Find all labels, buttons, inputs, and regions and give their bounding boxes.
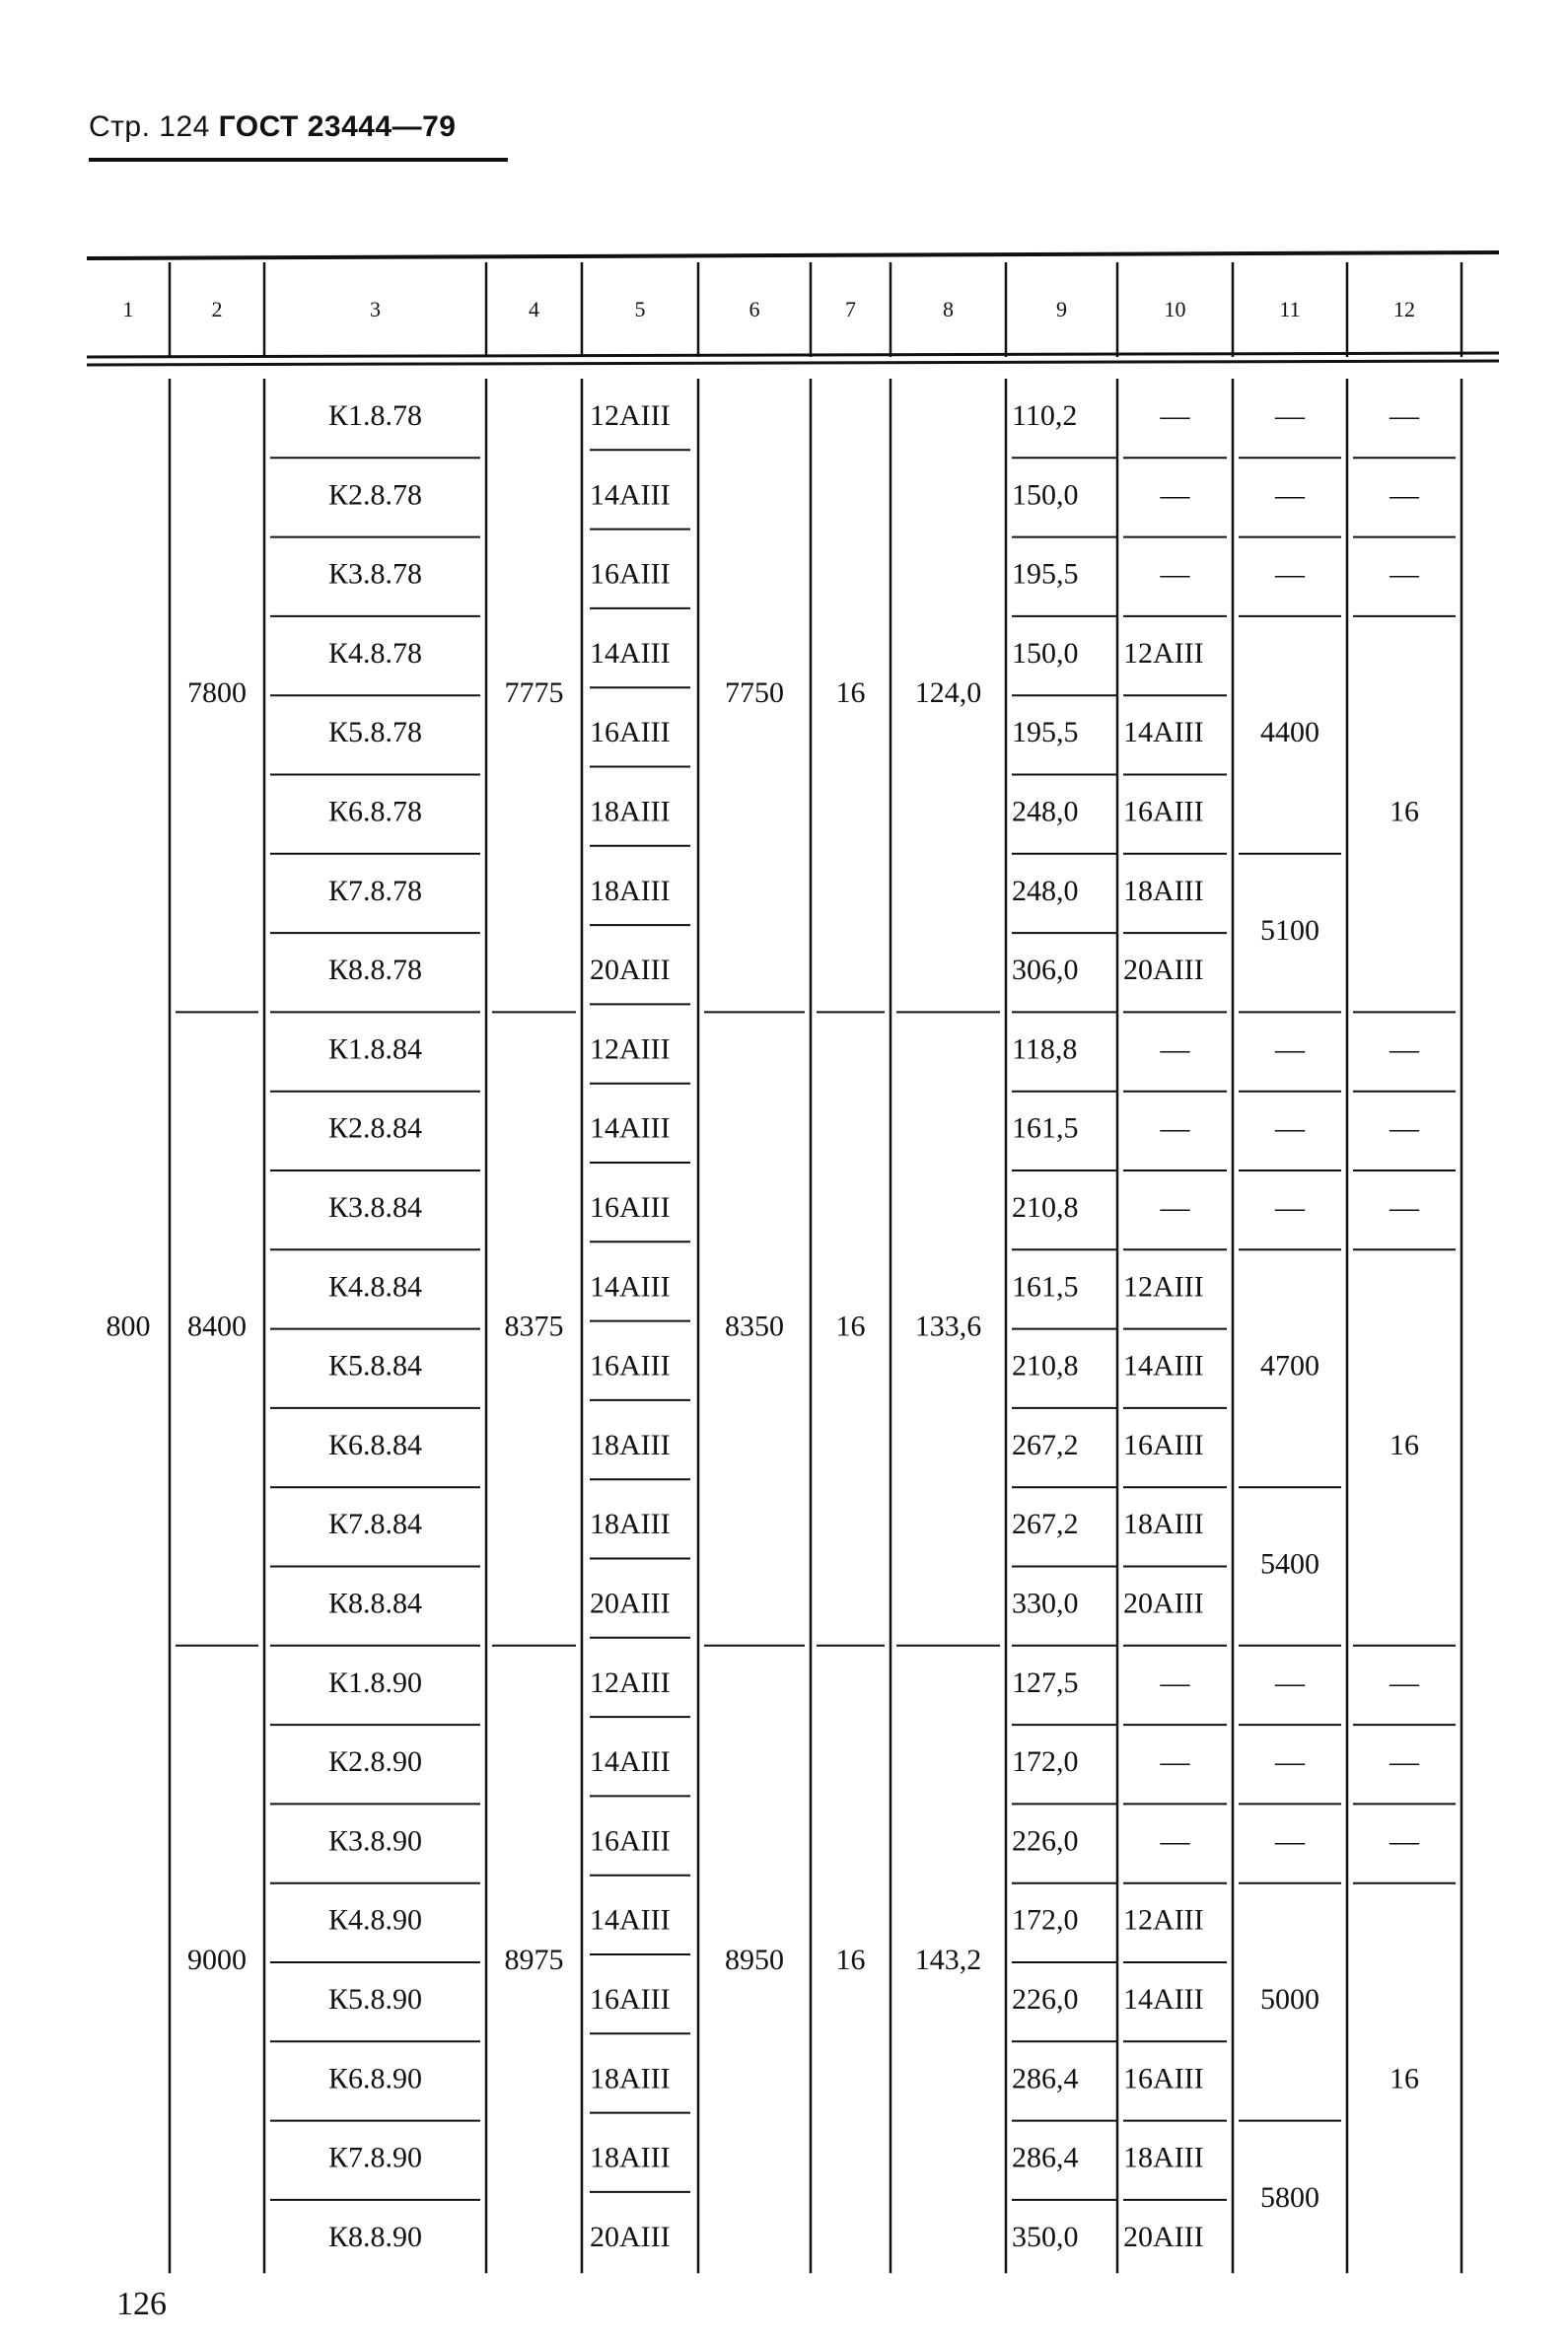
rebar-grade-main: 20АIII (590, 2220, 671, 2253)
header-bottom-rule-double (87, 361, 1499, 365)
rebar-grade-main: 12АIII (590, 1032, 671, 1066)
group-width-value: 9000 (187, 1943, 247, 1976)
rebar-mass-value: 350,0 (1012, 2220, 1079, 2253)
col11-value-b: 5800 (1260, 2180, 1319, 2214)
panel-mark: К4.8.84 (327, 1270, 423, 1304)
col12-dash: — (1390, 1824, 1419, 1858)
rebar-mass-value: 248,0 (1012, 874, 1079, 907)
group-diameter-value: 16 (835, 1310, 866, 1343)
panel-mark: К8.8.90 (327, 2220, 423, 2253)
col12-dash: — (1390, 399, 1419, 433)
rebar-mass-value: 210,8 (1012, 1191, 1079, 1225)
col11-dash: — (1275, 1666, 1305, 1699)
panel-mark: К7.8.84 (327, 1508, 423, 1541)
header-bottom-rule (87, 353, 1499, 357)
rebar-grade-extra: 12АIII (1123, 1270, 1204, 1304)
rebar-grade-main: 16АIII (590, 1983, 671, 2017)
col12-dash: — (1390, 1666, 1419, 1699)
rebar-grade-main: 12АIII (590, 1666, 671, 1699)
col12-value: 16 (1390, 795, 1419, 828)
column-header-9: 9 (1056, 297, 1067, 322)
rebar-grade-main: 16АIII (590, 1824, 671, 1858)
column-header-5: 5 (634, 297, 646, 322)
rebar-grade-main: 18АIII (590, 1428, 671, 1461)
rebar-mass-value: 286,4 (1012, 2141, 1079, 2174)
panel-mark: К3.8.90 (327, 1824, 423, 1858)
group-mass-value: 143,2 (914, 1943, 982, 1976)
header-standard: ГОСТ 23444—79 (218, 110, 457, 143)
group-span-value: 7750 (725, 676, 784, 710)
col11-dash: — (1275, 1111, 1305, 1145)
rebar-mass-value: 127,5 (1012, 1666, 1079, 1699)
col12-dash: — (1390, 1111, 1419, 1145)
rebar-mass-value: 267,2 (1012, 1508, 1079, 1541)
rebar-mass-value: 210,8 (1012, 1349, 1079, 1383)
col12-value: 16 (1390, 1428, 1419, 1461)
rebar-mass-value: 150,0 (1012, 478, 1079, 512)
column-header-4: 4 (529, 297, 539, 322)
rebar-grade-main: 12АIII (590, 399, 671, 433)
rebar-grade-extra: 16АIII (1123, 2062, 1204, 2095)
column-header-2: 2 (211, 297, 223, 322)
group-width-value: 8400 (187, 1310, 247, 1343)
rebar-grade-main: 14АIII (590, 1270, 671, 1304)
rebar-grade-extra: 16АIII (1123, 795, 1204, 828)
rebar-grade-extra: 18АIII (1123, 1508, 1204, 1541)
rebar-mass-value: 267,2 (1012, 1428, 1079, 1461)
table-top-rule (87, 252, 1499, 258)
rebar-mass-value: 172,0 (1012, 1903, 1079, 1937)
panel-mark: К6.8.78 (327, 795, 423, 828)
rebar-mass-value: 172,0 (1012, 1745, 1079, 1779)
rebar-mass-value: 330,0 (1012, 1587, 1079, 1620)
group-width-value: 7800 (187, 676, 247, 710)
col11-dash: — (1275, 1824, 1305, 1858)
rebar-grade-extra: — (1160, 557, 1190, 591)
group-diameter-value: 16 (835, 676, 866, 710)
rebar-grade-extra: 12АIII (1123, 1903, 1204, 1937)
panel-mark: К7.8.90 (327, 2141, 423, 2174)
rebar-mass-value: 248,0 (1012, 795, 1079, 828)
column-header-7: 7 (845, 297, 856, 322)
panel-mark: К4.8.90 (327, 1903, 423, 1937)
group-length-value: 8975 (504, 1943, 564, 1976)
panel-mark: К2.8.90 (327, 1745, 423, 1779)
col11-dash: — (1275, 478, 1305, 512)
panel-mark: К2.8.84 (327, 1111, 423, 1145)
col11-dash: — (1275, 1191, 1305, 1225)
rebar-grade-extra: 14АIII (1123, 716, 1204, 749)
group-span-value: 8350 (725, 1310, 784, 1343)
header-page-ref: Стр. 124 (89, 110, 210, 143)
rebar-grade-main: 18АIII (590, 874, 671, 907)
col1-value: 800 (106, 1310, 151, 1343)
group-mass-value: 124,0 (914, 676, 982, 710)
col11-value-a: 4400 (1260, 716, 1319, 749)
page-number: 126 (116, 2286, 167, 2322)
rebar-grade-extra: — (1160, 478, 1190, 512)
rebar-mass-value: 306,0 (1012, 954, 1079, 987)
rebar-grade-extra: — (1160, 1745, 1190, 1779)
col12-dash: — (1390, 1745, 1419, 1779)
rebar-mass-value: 161,5 (1012, 1111, 1079, 1145)
rebar-mass-value: 286,4 (1012, 2062, 1079, 2095)
panel-mark: К2.8.78 (327, 478, 423, 512)
group-mass-value: 133,6 (914, 1310, 982, 1343)
col11-value-a: 4700 (1260, 1349, 1319, 1383)
panel-mark: К1.8.90 (327, 1666, 423, 1699)
rebar-grade-extra: 20АIII (1123, 1587, 1204, 1620)
rebar-grade-main: 20АIII (590, 1587, 671, 1620)
panel-mark: К1.8.84 (327, 1032, 423, 1066)
rebar-mass-value: 226,0 (1012, 1983, 1079, 2017)
panel-mark: К3.8.84 (327, 1191, 423, 1225)
panel-mark: К3.8.78 (327, 557, 423, 591)
rebar-grade-main: 18АIII (590, 1508, 671, 1541)
rebar-grade-main: 14АIII (590, 636, 671, 670)
rebar-mass-value: 118,8 (1012, 1032, 1078, 1066)
col11-dash: — (1275, 1745, 1305, 1779)
col12-dash: — (1390, 478, 1419, 512)
panel-mark: К1.8.78 (327, 399, 423, 433)
rebar-grade-main: 14АIII (590, 1111, 671, 1145)
col12-value: 16 (1390, 2062, 1419, 2095)
rebar-grade-main: 16АIII (590, 716, 671, 749)
column-header-3: 3 (370, 297, 381, 322)
col12-dash: — (1390, 557, 1419, 591)
column-header-6: 6 (748, 297, 760, 322)
col11-value-b: 5100 (1260, 913, 1319, 947)
rebar-grade-main: 18АIII (590, 2062, 671, 2095)
rebar-grade-extra: 14АIII (1123, 1349, 1204, 1383)
rebar-grade-extra: — (1160, 1824, 1190, 1858)
panel-mark: К5.8.90 (327, 1983, 423, 2017)
rebar-grade-main: 14АIII (590, 1745, 671, 1779)
col11-dash: — (1275, 399, 1305, 433)
col11-value-b: 5400 (1260, 1547, 1319, 1581)
rebar-grade-extra: 16АIII (1123, 1428, 1204, 1461)
rebar-grade-extra: 14АIII (1123, 1983, 1204, 2017)
col12-dash: — (1390, 1032, 1419, 1066)
rebar-grade-extra: 18АIII (1123, 2141, 1204, 2174)
rebar-grade-main: 20АIII (590, 954, 671, 987)
column-header-11: 11 (1279, 297, 1301, 322)
panel-mark: К7.8.78 (327, 874, 423, 907)
panel-mark: К5.8.84 (327, 1349, 423, 1383)
rebar-grade-extra: — (1160, 1032, 1190, 1066)
rebar-grade-extra: 20АIII (1123, 954, 1204, 987)
panel-mark: К4.8.78 (327, 636, 423, 670)
rebar-grade-extra: 12АIII (1123, 636, 1204, 670)
column-header-1: 1 (122, 297, 134, 322)
col12-dash: — (1390, 1191, 1419, 1225)
column-header-8: 8 (943, 297, 954, 322)
rebar-grade-main: 18АIII (590, 2141, 671, 2174)
column-header-12: 12 (1393, 297, 1415, 322)
rebar-grade-main: 18АIII (590, 795, 671, 828)
rebar-grade-main: 14АIII (590, 478, 671, 512)
rebar-mass-value: 195,5 (1012, 557, 1079, 591)
rebar-mass-value: 110,2 (1012, 399, 1078, 433)
rebar-grade-main: 16АIII (590, 557, 671, 591)
rebar-grade-main: 14АIII (590, 1903, 671, 1937)
group-length-value: 8375 (504, 1310, 564, 1343)
rebar-grade-extra: 18АIII (1123, 874, 1204, 907)
group-span-value: 8950 (725, 1943, 784, 1976)
rebar-grade-extra: — (1160, 1111, 1190, 1145)
rebar-grade-extra: — (1160, 1666, 1190, 1699)
panel-mark: К6.8.84 (327, 1428, 423, 1461)
rebar-mass-value: 226,0 (1012, 1824, 1079, 1858)
col11-value-a: 5000 (1260, 1983, 1319, 2017)
panel-mark: К5.8.78 (327, 716, 423, 749)
rebar-mass-value: 195,5 (1012, 716, 1079, 749)
rebar-grade-extra: — (1160, 1191, 1190, 1225)
panel-mark: К8.8.78 (327, 954, 423, 987)
col11-dash: — (1275, 557, 1305, 591)
panel-mark: К8.8.84 (327, 1587, 423, 1620)
rebar-mass-value: 150,0 (1012, 636, 1079, 670)
rebar-grade-main: 16АIII (590, 1349, 671, 1383)
rebar-grade-main: 16АIII (590, 1191, 671, 1225)
col11-dash: — (1275, 1032, 1305, 1066)
column-header-10: 10 (1164, 297, 1186, 322)
group-length-value: 7775 (504, 676, 564, 710)
panel-mark: К6.8.90 (327, 2062, 423, 2095)
group-diameter-value: 16 (835, 1943, 866, 1976)
rebar-grade-extra: 20АIII (1123, 2220, 1204, 2253)
rebar-grade-extra: — (1160, 399, 1190, 433)
rebar-mass-value: 161,5 (1012, 1270, 1079, 1304)
